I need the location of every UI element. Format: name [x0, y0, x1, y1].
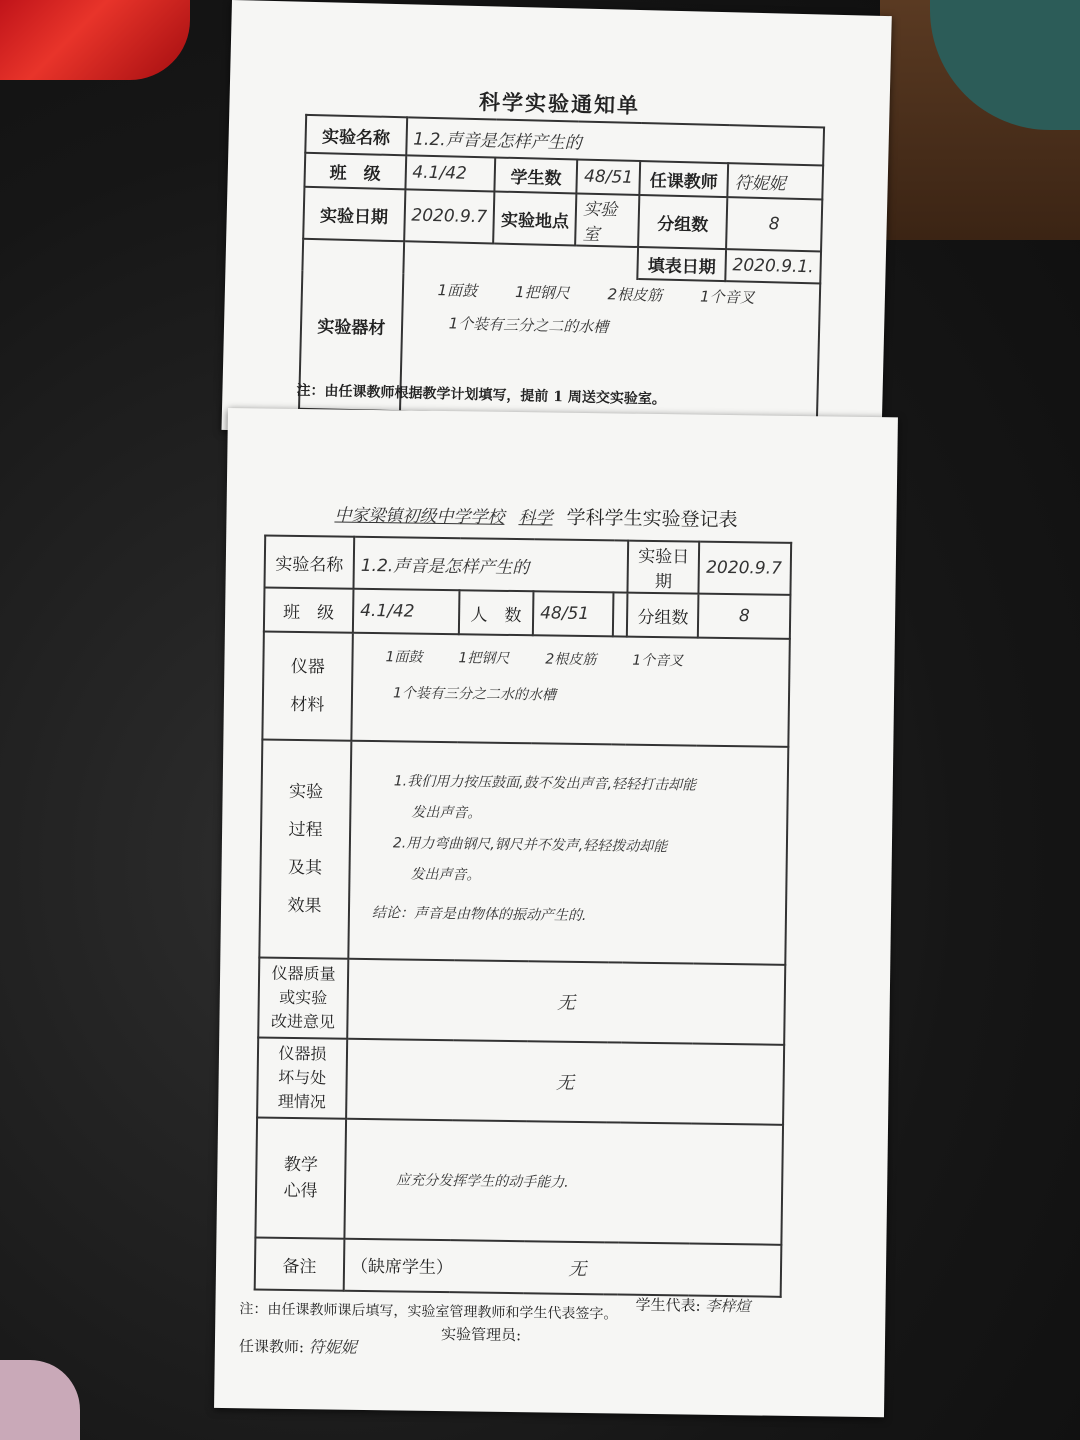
- label-name: 实验名称: [264, 536, 354, 589]
- equipment-cell: [351, 633, 789, 747]
- value-damage: 无: [346, 1039, 784, 1125]
- student-sign-label: 学生代表:: [635, 1295, 701, 1315]
- value-teaching: 应充分发挥学生的动手能力.: [344, 1119, 783, 1245]
- label-process-3: 及其: [287, 857, 323, 879]
- equipment-item: 1个装有三分之二水的水槽: [392, 685, 557, 704]
- label-students: 学生数: [495, 157, 578, 193]
- label-quality: [258, 957, 348, 1038]
- register-table: [254, 535, 793, 1298]
- label-equipment-2: 材料: [290, 694, 325, 716]
- value-name: 1.2.声音是怎样产生的: [406, 117, 824, 165]
- label-process-1: 实验: [288, 781, 324, 803]
- process-line: 发出声音。: [410, 866, 481, 884]
- label-groups: 分组数: [638, 195, 727, 249]
- label-equipment: 实验器材: [299, 239, 404, 411]
- label-teaching-2: 心得: [283, 1180, 318, 1202]
- value-place: 实验室: [575, 193, 639, 247]
- signature-teacher: [239, 1333, 357, 1358]
- notice-footnote: 注：由任课教师根据教学计划填写，提前 1 周送交实验室。: [296, 382, 667, 408]
- value-count: 48/51: [533, 591, 614, 636]
- register-title-text: 学科学生实验登记表: [566, 506, 738, 532]
- value-absent: 无: [568, 1258, 587, 1281]
- value-fill-date: 2020.9.1.: [725, 249, 821, 283]
- value-date: 2020.9.7: [699, 542, 791, 595]
- equipment-item: 1面鼓: [437, 281, 478, 301]
- red-cloth: [0, 0, 190, 80]
- process-conclusion: 结论：声音是由物体的振动产生的.: [371, 905, 587, 925]
- label-teacher: 任课教师: [640, 161, 728, 197]
- label-teaching-1: 教学: [283, 1154, 319, 1176]
- value-groups: 8: [726, 197, 822, 251]
- equipment-item: 2根皮筋: [545, 651, 597, 669]
- equipment-item: 1把钢尺: [458, 650, 510, 667]
- notice-table: [298, 114, 825, 423]
- label-place: 实验地点: [493, 191, 576, 245]
- value-class: 4.1/42: [405, 155, 496, 191]
- equipment-item: 1个音叉: [632, 652, 684, 670]
- label-class: 班 级: [304, 153, 405, 189]
- register-sheet: [214, 408, 898, 1417]
- label-fill-date: 填表日期: [638, 247, 726, 281]
- value-quality: 无: [347, 959, 785, 1045]
- label-damage-1: 仪器损: [278, 1043, 327, 1064]
- teacher-sign-label: 任课教师:: [238, 1337, 305, 1357]
- process-line: 2.用力弯曲钢尺,钢尺并不发声,轻轻拨动却能: [392, 835, 668, 856]
- process-line: 发出声音。: [411, 804, 482, 822]
- label-quality-3: 改进意见: [270, 1011, 336, 1032]
- register-footnote: 注：由任课教师课后填写，实验室管理教师和学生代表签字。: [239, 1301, 618, 1323]
- signature-student: [635, 1294, 750, 1317]
- notice-title: 科学实验通知单: [478, 89, 641, 118]
- label-equipment: [262, 632, 352, 741]
- value-class: 4.1/42: [353, 589, 459, 634]
- student-signature: 李梓煊: [705, 1296, 751, 1316]
- equipment-item: 1个装有三分之二的水槽: [448, 314, 609, 337]
- teacher-signature: 符妮妮: [308, 1337, 357, 1357]
- label-equipment-1: 仪器: [290, 656, 326, 678]
- value-name: 1.2.声音是怎样产生的: [353, 537, 628, 593]
- label-quality-1: 仪器质量: [271, 963, 336, 984]
- process-line: 1.我们用力按压鼓面,鼓不发出声音,轻轻打击却能: [393, 773, 697, 794]
- value-teacher: 符妮妮: [727, 163, 823, 199]
- register-title: [334, 499, 737, 532]
- signature-admin: [441, 1323, 521, 1345]
- equipment-item: 1个音叉: [699, 287, 755, 307]
- label-name: 实验名称: [305, 115, 406, 155]
- label-damage-2: 坏与处: [278, 1067, 327, 1088]
- process-cell: [348, 741, 788, 965]
- label-damage-3: 理情况: [277, 1091, 326, 1112]
- label-remarks: 备注: [255, 1237, 345, 1290]
- label-date: 实验日期: [628, 541, 700, 594]
- label-date: 实验日期: [303, 187, 405, 241]
- label-process-2: 过程: [288, 819, 323, 841]
- equipment-item: 1把钢尺: [514, 283, 570, 303]
- label-teaching: [255, 1117, 346, 1238]
- label-groups: 分组数: [627, 593, 699, 638]
- label-class: 班 级: [264, 588, 354, 633]
- label-process: [259, 740, 351, 959]
- label-count: 人 数: [459, 590, 534, 635]
- subject-name: 科学: [518, 508, 553, 529]
- notice-sheet: [221, 0, 891, 446]
- label-damage: [257, 1037, 347, 1118]
- school-name: 中家梁镇初级中学学校: [334, 505, 505, 528]
- admin-sign-label: 实验管理员:: [440, 1325, 522, 1345]
- value-date: 2020.9.7: [404, 189, 495, 243]
- label-quality-2: 或实验: [279, 987, 328, 1008]
- equipment-item: 1面鼓: [385, 649, 423, 666]
- label-process-4: 效果: [287, 895, 322, 917]
- equipment-item: 2根皮筋: [607, 285, 663, 305]
- value-students: 48/51: [577, 159, 641, 195]
- value-groups: 8: [698, 594, 790, 639]
- label-absent: （缺席学生）: [350, 1256, 454, 1279]
- remarks-cell: [344, 1239, 782, 1297]
